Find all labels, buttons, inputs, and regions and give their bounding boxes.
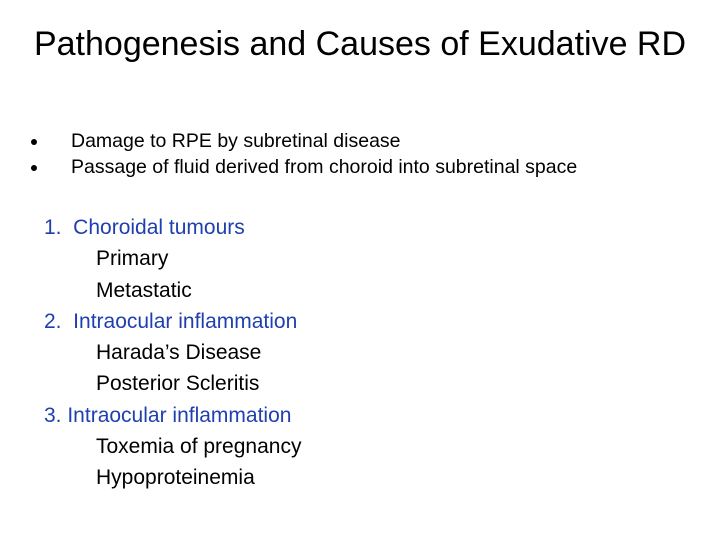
cause-item: Primary (96, 247, 169, 271)
cause-item: Posterior Scleritis (96, 372, 260, 396)
pathogenesis-bullet-list (26, 128, 577, 180)
bullet-item (26, 128, 577, 154)
bullet-item (26, 154, 577, 180)
slide-title: Pathogenesis and Causes of Exudative RD (33, 25, 687, 63)
causes-list (44, 212, 301, 494)
cause-item: Harada’s Disease (96, 341, 262, 365)
cause-heading-intraocular-inflammation: 2. Intraocular inflammation (44, 309, 298, 333)
cause-heading-choroidal-tumours: 1. Choroidal tumours (44, 216, 245, 239)
cause-item: Metastatic (96, 278, 192, 302)
bullet-dot-icon (31, 165, 37, 171)
bullet-text: Damage to RPE by subretinal disease (71, 130, 401, 152)
cause-heading-intraocular-inflammation-3: 3. Intraocular inflammation (44, 403, 292, 427)
cause-item: Toxemia of pregnancy (96, 435, 302, 459)
cause-item: Hypoproteinemia (96, 466, 255, 490)
bullet-text: Passage of fluid derived from choroid into subretinal space (71, 156, 578, 178)
bullet-dot-icon (31, 139, 37, 145)
